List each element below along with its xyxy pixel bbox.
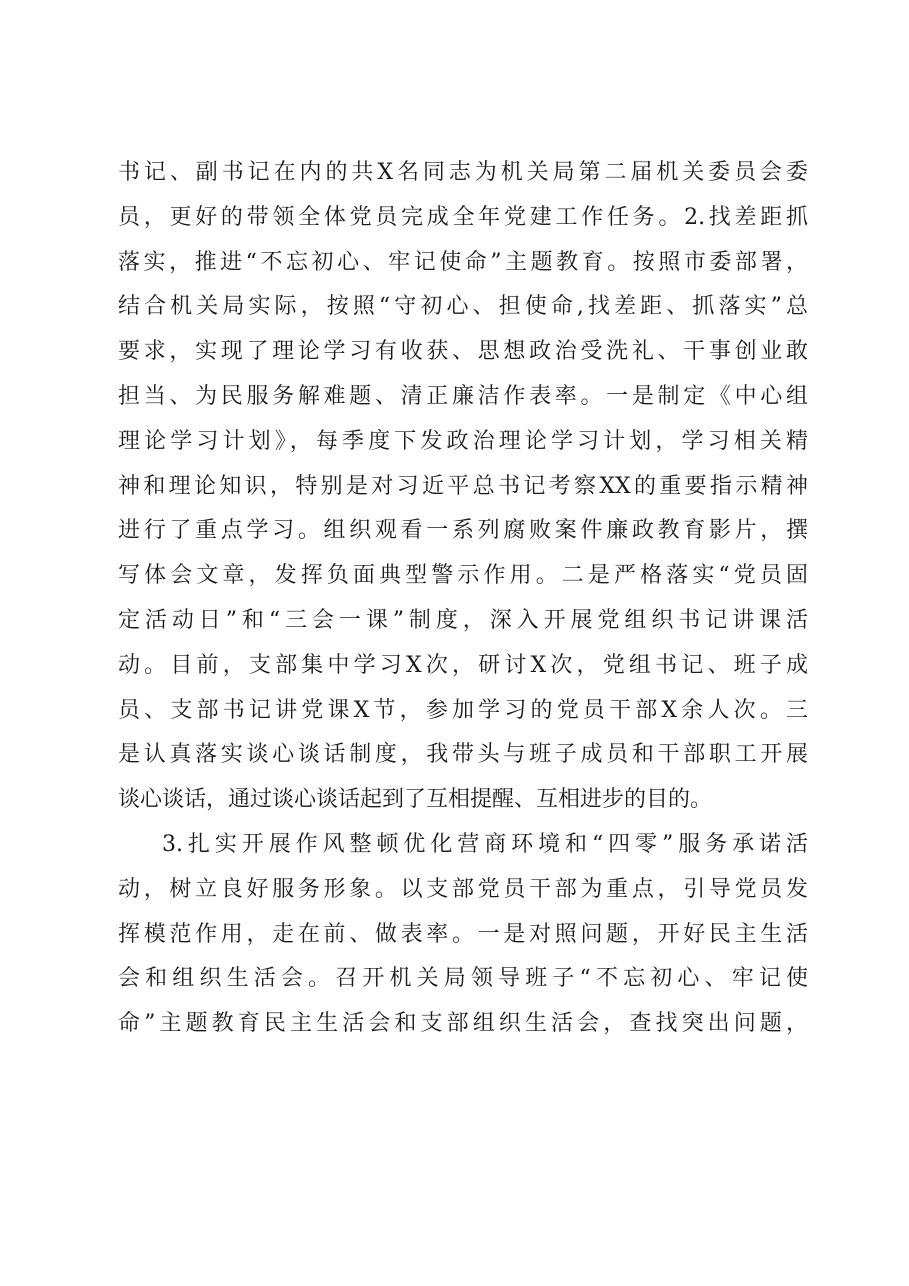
text-line: 担当、为民服务解难题、清正廉洁作表率。一是制定《中心组 [118, 383, 808, 409]
text-line: 落实，推进“不忘初心、牢记使命”主题教育。按照市委部署， [118, 249, 808, 275]
text-line: 会和组织生活会。召开机关局领导班子“不忘初心、牢记使 [118, 966, 808, 992]
document-body [118, 151, 808, 1047]
text-line: 谈心谈话，通过谈心谈话起到了互相提醒、互相进步的目的。 [118, 787, 713, 813]
text-line: 神和理论知识，特别是对习近平总书记考察XX的重要指示精神 [118, 473, 808, 499]
text-line: 进行了重点学习。组织观看一系列腐败案件廉政教育影片，撰 [118, 518, 808, 544]
text-line: 员、支部书记讲党课X节，参加学习的党员干部X余人次。三 [118, 697, 808, 723]
text-line: 命”主题教育民主生活会和支部组织生活会，查找突出问题， [118, 1011, 808, 1037]
text-line: 书记、副书记在内的共X名同志为机关局第二届机关委员会委 [118, 160, 808, 185]
text-line: 写体会文章，发挥负面典型警示作用。二是严格落实“党员固 [118, 563, 808, 589]
text-line: 要求，实现了理论学习有收获、思想政治受洗礼、干事创业敢 [118, 339, 808, 365]
text-line: 定活动日”和“三会一课”制度，深入开展党组织书记讲课活 [118, 607, 808, 633]
text-line: 员，更好的带领全体党员完成全年党建工作任务。2.找差距抓 [118, 204, 808, 230]
text-line: 动，树立良好服务形象。以支部党员干部为重点，引导党员发 [118, 876, 808, 902]
text-line: 3.扎实开展作风整顿优化营商环境和“四零”服务承诺活 [162, 831, 808, 857]
text-line: 挥模范作用，走在前、做表率。一是对照问题，开好民主生活 [118, 921, 808, 947]
text-line: 理论学习计划》，每季度下发政治理论学习计划，学习相关精 [118, 428, 808, 454]
text-line: 是认真落实谈心谈话制度，我带头与班子成员和干部职工开展 [118, 742, 808, 768]
text-line: 动。目前，支部集中学习X次，研讨X次，党组书记、班子成 [118, 652, 808, 678]
text-line: 结合机关局实际，按照“守初心、担使命,找差距、抓落实”总 [118, 294, 808, 320]
